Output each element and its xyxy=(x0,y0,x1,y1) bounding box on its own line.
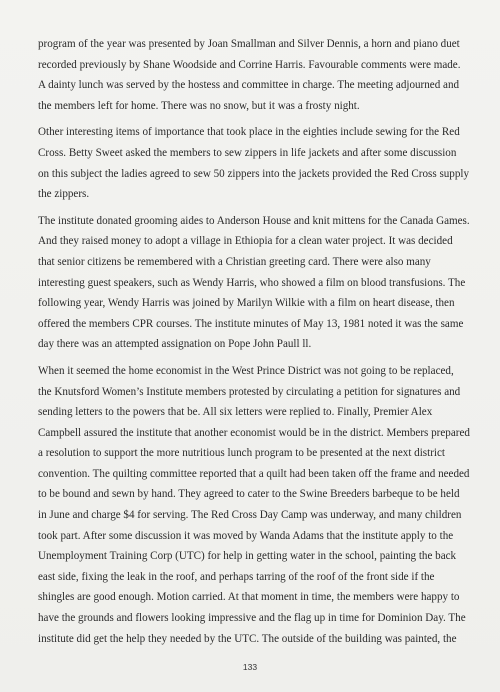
paragraph-2: Other interesting items of importance that took place in the eighties include sewing for the Red Cross. Betty Sweet asked the members to sew zippers in life jackets and after some discussion on this subject the ladies agreed to sew 50 zippers into the jackets provided the Red Cross supply the zippers. xyxy=(38,126,470,201)
paragraph-4: When it seemed the home economist in the West Prince District was not going to be replaced, the Knutsford Women’s Institute members protested by circulating a petition for signatures and sending letters to the powers that be. All six letters were replied to. Finally, Premier Alex Campbell assured the institute that another economist would be in the district. Members prepared a resolution to support the more nutritious lunch program to be presented at the next district convention. The quilting committee reported that a quilt had been taken off the frame and needed to be bound and sewn by hand. They agreed to cater to the Swine Breeders barbeque to be held in June and charge $4 for serving. The Red Cross Day Camp was underway, and many children took part. After some discussion it was moved by Wanda Adams that the institute apply to the Unemployment Training Corp (UTC) for help in getting water in the school, painting the back east side, fixing the leak in the roof, and perhaps tarring of the roof of the front side if the shingles are good enough. Motion carried. At that moment in time, the members were happy to have the grounds and flowers looking impressive and the flag up in time for Dominion Day. The institute did get the help they needed by the UTC. The outside of the building was painted, the xyxy=(38,364,470,645)
body-text xyxy=(38,34,470,655)
page-number: 133 xyxy=(242,662,258,672)
paragraph-3: The institute donated grooming aides to Anderson House and knit mittens for the Canada Games. And they raised money to adopt a village in Ethiopia for a clean water project. It was decided that senior citizens be remembered with a Christian greeting card. There were also many interesting guest speakers, such as Wendy Harris, who showed a film on blood transfusions. The following year, Wendy Harris was joined by Marilyn Wilkie with a film on heart disease, then offered the members CPR courses. The institute minutes of May 13, 1981 noted it was the same day there was an attempted assignation on Pope John Paull ll. xyxy=(38,214,470,351)
paragraph-1: program of the year was presented by Joan Smallman and Silver Dennis, a horn and piano duet recorded previously by Shane Woodside and Corrine Harris. Favourable comments were made. A dainty lunch was served by the hostess and committee in charge. The meeting adjourned and the members left for home. There was no snow, but it was a frosty night. xyxy=(38,38,461,112)
